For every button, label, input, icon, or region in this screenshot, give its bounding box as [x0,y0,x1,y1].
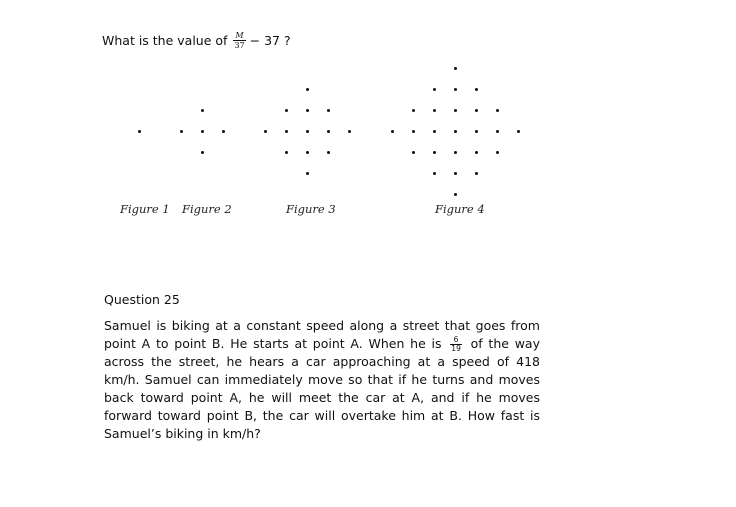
figure-2-dot [201,151,204,154]
question-25-fraction [450,336,462,353]
figure-2-dot [180,130,183,133]
figure-4-dot [433,151,436,154]
figure-4-dot [433,172,436,175]
figure-4-dot [496,109,499,112]
figure-3-dot [285,130,288,133]
figure-3-dot [264,130,267,133]
figure-1-dot [138,130,141,133]
fraction-denominator: 37 [234,41,245,50]
figure-2-dot [201,130,204,133]
figure-3-dot [306,151,309,154]
figure-4-dot [454,172,457,175]
figure-4-label: Figure 4 [435,202,485,216]
fraction-numerator: M [235,31,244,40]
figure-4-dot [433,109,436,112]
figure-4-dot [475,172,478,175]
figure-2-label: Figure 2 [182,202,232,216]
figure-3-dot [306,172,309,175]
figure-3-dot [327,130,330,133]
figure-4-dot [454,67,457,70]
question-25-text-b: of the way across the street, he hears a car approaching at a speed of 418 km/h. Samuel can immediately move so that if he turns and moves back toward point A, he will meet the car at A, and if he moves forward toward point B, the car will overtake him at B. How fast is Samuel’s biking in km/h? [104,336,540,441]
figure-4-dot [496,151,499,154]
question-1-fraction [233,31,245,50]
fraction-numerator: 6 [453,335,459,344]
figure-4-dot [496,130,499,133]
question-25-text-a: Samuel is biking at a constant speed along a street that goes from point A to point B. He starts at point A. When he is [104,318,540,351]
figure-3-dot [306,88,309,91]
figure-1-label: Figure 1 [120,202,170,216]
figure-3-label: Figure 3 [286,202,336,216]
question-25-body [104,317,540,443]
figure-4-dot [454,130,457,133]
figure-3-dot [285,109,288,112]
figure-4-dot [475,151,478,154]
figure-4-dot [517,130,520,133]
figure-3-dot [306,109,309,112]
question-25-heading: Question 25 [104,292,180,307]
figure-2-dot [222,130,225,133]
figure-4-dot [454,151,457,154]
figure-4-dot [433,88,436,91]
figure-4-dot [412,130,415,133]
figure-3-dot [348,130,351,133]
question-1 [102,31,291,50]
figure-3-dot [327,109,330,112]
figure-4-dot [454,88,457,91]
figure-4-dot [412,109,415,112]
figure-4-dot [475,130,478,133]
question-1-suffix: − 37 ? [249,33,291,48]
fraction-denominator: 19 [451,344,461,353]
figure-4-dot [433,130,436,133]
figure-3-dot [285,151,288,154]
figure-4-dot [391,130,394,133]
figure-4-dot [475,88,478,91]
figure-4-dot [475,109,478,112]
figure-4-dot [454,109,457,112]
question-1-prefix: What is the value of [102,33,228,48]
figure-4-dot [412,151,415,154]
figure-3-dot [327,151,330,154]
figure-3-dot [306,130,309,133]
figure-4-dot [454,193,457,196]
figure-2-dot [201,109,204,112]
